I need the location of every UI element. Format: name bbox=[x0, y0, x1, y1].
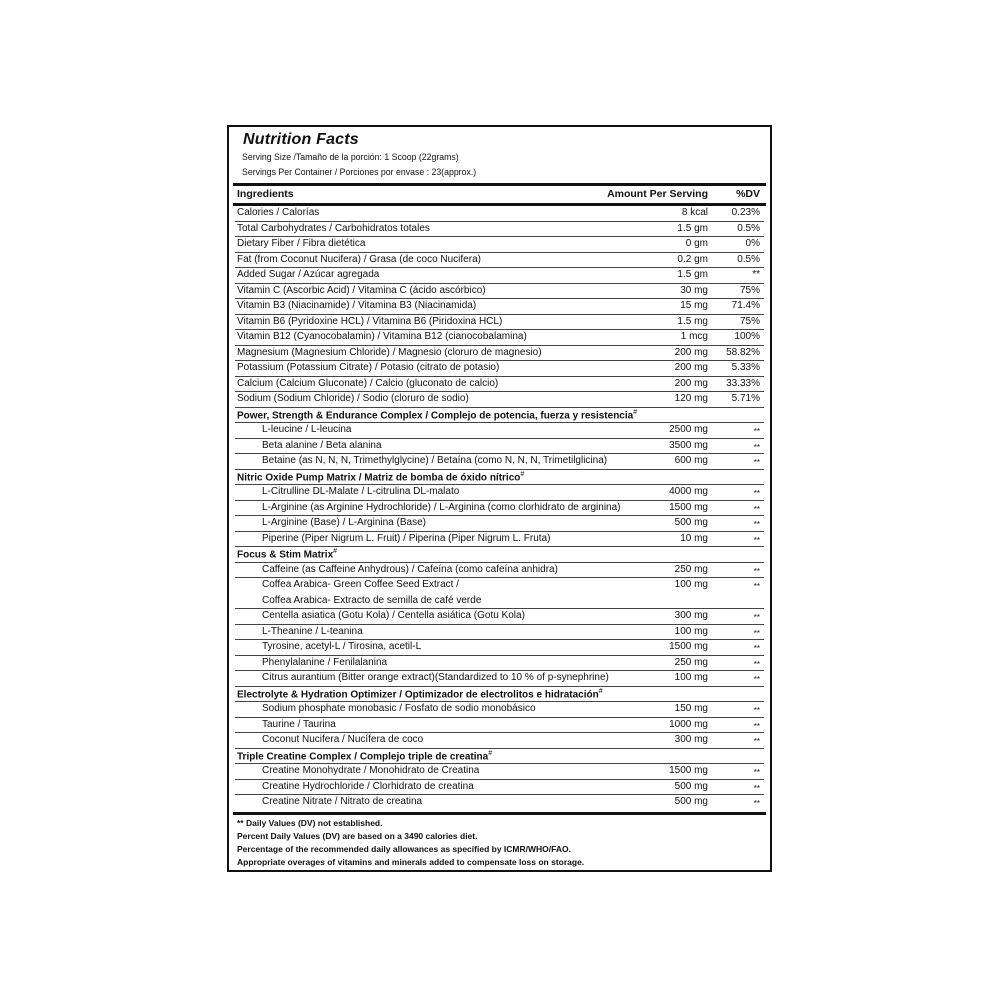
ingredient-name: Phenylalanine / Fenilalanina bbox=[262, 656, 388, 668]
section-title: Triple Creatine Complex / Complejo triple de creatina# bbox=[237, 749, 493, 762]
nutrition-facts-panel bbox=[227, 125, 772, 872]
ingredient-name: Coconut Nucifera / Nucífera de coco bbox=[262, 734, 424, 745]
table-row bbox=[235, 625, 764, 641]
amount-value: 100 mg bbox=[674, 579, 708, 590]
dv-value: 75% bbox=[739, 315, 760, 327]
ingredient-name: Centella asiatica (Gotu Kola) / Centella asiática (Gotu Kola) bbox=[262, 610, 525, 621]
table-row bbox=[235, 671, 764, 687]
ingredient-name: Caffeine (as Caffeine Anhydrous) / Cafeína (como cafeína anhidra) bbox=[262, 563, 558, 575]
dv-value: ** bbox=[753, 706, 760, 715]
section-mark: # bbox=[520, 470, 525, 478]
amount-value: 200 mg bbox=[674, 362, 708, 373]
table-row bbox=[235, 253, 764, 269]
dv-value: 33.33% bbox=[726, 377, 760, 389]
ingredient-name: Fat (from Coconut Nucifera) / Grasa (de coco Nucifera) bbox=[237, 253, 481, 265]
dv-value: 0.5% bbox=[737, 253, 760, 265]
section-row bbox=[235, 470, 764, 486]
amount-value: 10 mg bbox=[680, 532, 708, 544]
serving-size: Serving Size /Tamaño de la porción: 1 Scoop (22grams) bbox=[242, 152, 459, 163]
amount-value: 500 mg bbox=[674, 796, 708, 807]
ingredient-name: Sodium phosphate monobasic / Fosfato de sodio monobásico bbox=[262, 703, 536, 714]
dv-value: 0% bbox=[745, 238, 760, 249]
ingredient-name: Tyrosine, acetyl-L / Tirosina, acetil-L bbox=[262, 641, 422, 652]
section-row bbox=[235, 749, 764, 765]
panel-title: Nutrition Facts bbox=[243, 131, 359, 148]
ingredient-name: L-leucine / L-leucina bbox=[262, 424, 352, 435]
amount-value: 250 mg bbox=[674, 563, 708, 575]
section-mark: # bbox=[633, 408, 638, 416]
ingredient-name: Coffea Arabica- Extracto de semilla de café verde bbox=[262, 594, 482, 606]
dv-value: 0.23% bbox=[731, 207, 760, 218]
amount-value: 100 mg bbox=[674, 672, 708, 683]
dv-value: ** bbox=[753, 721, 760, 731]
amount-value: 0 gm bbox=[685, 238, 708, 249]
table-row bbox=[235, 392, 764, 408]
amount-value: 120 mg bbox=[674, 393, 708, 404]
table-row bbox=[235, 656, 764, 672]
table-row bbox=[235, 361, 764, 377]
table-row bbox=[235, 516, 764, 532]
table-row bbox=[235, 563, 764, 579]
amount-value: 1500 mg bbox=[669, 501, 708, 513]
table-row bbox=[235, 268, 764, 284]
amount-value: 200 mg bbox=[674, 346, 708, 358]
header-ingredients: Ingredients bbox=[237, 188, 294, 200]
dv-value: ** bbox=[753, 566, 760, 576]
ingredient-name: Potassium (Potassium Citrate) / Potasio (citrato de potasio) bbox=[237, 362, 500, 373]
ingredient-name: Coffea Arabica- Green Coffee Seed Extract / bbox=[262, 579, 459, 590]
dv-value: 5.33% bbox=[731, 362, 760, 373]
dv-value: 100% bbox=[734, 331, 760, 342]
table-row bbox=[235, 315, 764, 331]
amount-value: 8 kcal bbox=[681, 207, 708, 218]
table-row bbox=[235, 501, 764, 517]
dv-value: 75% bbox=[739, 284, 760, 296]
ingredient-name: L-Citrulline DL-Malate / L-citrulina DL-malato bbox=[262, 486, 460, 497]
ingredient-name: L-Arginine (as Arginine Hydrochloride) / L-Arginina (como clorhidrato de arginina) bbox=[262, 501, 621, 513]
footnote-line: Appropriate overages of vitamins and minerals added to compensate loss on storage. bbox=[237, 856, 585, 867]
amount-value: 600 mg bbox=[674, 455, 708, 466]
ingredient-name: Added Sugar / Azúcar agregada bbox=[237, 269, 380, 280]
dv-value: ** bbox=[752, 269, 760, 280]
amount-value: 0.2 gm bbox=[677, 253, 708, 265]
ingredient-name: Piperine (Piper Nigrum L. Fruit) / Piperina (Piper Nigrum L. Fruta) bbox=[262, 532, 551, 544]
ingredient-name: Creatine Hydrochloride / Clorhidrato de creatina bbox=[262, 780, 474, 792]
dv-value: 58.82% bbox=[726, 346, 760, 358]
ingredient-name: Vitamin B6 (Pyridoxine HCL) / Vitamina B6 (Piridoxina HCL) bbox=[237, 315, 503, 327]
ingredient-name: Betaine (as N, N, N, Trimethylglycine) / Betaína (como N, N, N, Trimetilglicina) bbox=[262, 455, 608, 466]
table-row bbox=[235, 733, 764, 749]
section-mark: # bbox=[598, 687, 603, 695]
section-row bbox=[235, 408, 764, 424]
ingredient-name: Magnesium (Magnesium Chloride) / Magnesio (cloruro de magnesio) bbox=[237, 346, 542, 358]
table-row bbox=[235, 718, 764, 734]
amount-value: 1500 mg bbox=[669, 641, 708, 652]
table-row bbox=[235, 609, 764, 625]
amount-value: 15 mg bbox=[680, 300, 708, 311]
amount-value: 1000 mg bbox=[669, 718, 708, 730]
dv-value: ** bbox=[753, 520, 760, 529]
amount-value: 300 mg bbox=[674, 610, 708, 621]
amount-value: 3500 mg bbox=[669, 439, 708, 451]
ingredient-name: Taurine / Taurina bbox=[262, 718, 336, 730]
dv-value: 0.5% bbox=[737, 222, 760, 234]
ingredient-name: L-Theanine / L-teanina bbox=[262, 625, 363, 637]
dv-value: ** bbox=[753, 489, 760, 498]
table-row bbox=[235, 485, 764, 501]
amount-value: 2500 mg bbox=[669, 424, 708, 435]
table-row bbox=[235, 346, 764, 362]
dv-value: ** bbox=[753, 768, 760, 777]
dv-value: ** bbox=[753, 737, 760, 746]
table-row bbox=[235, 330, 764, 346]
ingredient-name: Creatine Monohydrate / Monohidrato de Creatina bbox=[262, 765, 480, 776]
section-title: Power, Strength & Endurance Complex / Complejo de potencia, fuerza y resistencia# bbox=[237, 408, 638, 421]
footnote-line: ** Daily Values (DV) not established. bbox=[237, 817, 383, 828]
dv-value: ** bbox=[753, 675, 760, 684]
amount-value: 150 mg bbox=[674, 703, 708, 714]
amount-value: 300 mg bbox=[674, 734, 708, 745]
ingredient-name: Calories / Calorías bbox=[237, 207, 320, 218]
dv-value: ** bbox=[753, 442, 760, 452]
ingredient-name: Total Carbohydrates / Carbohidratos totales bbox=[237, 222, 430, 234]
table-row bbox=[235, 532, 764, 548]
section-mark: # bbox=[333, 548, 338, 555]
amount-value: 1 mcg bbox=[680, 331, 708, 342]
ingredient-name: L-Arginine (Base) / L-Arginina (Base) bbox=[262, 517, 426, 528]
amount-value: 250 mg bbox=[674, 656, 708, 668]
table-row bbox=[235, 454, 764, 470]
dv-value: ** bbox=[753, 458, 760, 467]
ingredient-name: Vitamin B3 (Niacinamide) / Vitamina B3 (Niacinamida) bbox=[237, 300, 477, 311]
table-row bbox=[235, 284, 764, 300]
ingredient-name: Sodium (Sodium Chloride) / Sodio (cloruro de sodio) bbox=[237, 393, 469, 404]
table-row bbox=[235, 222, 764, 238]
header-dv: %DV bbox=[736, 188, 760, 200]
dv-value: ** bbox=[753, 427, 760, 436]
ingredient-name: Dietary Fiber / Fibra dietética bbox=[237, 238, 366, 249]
table-row bbox=[235, 640, 764, 656]
table-row bbox=[235, 299, 764, 315]
footnote-rule bbox=[233, 812, 766, 815]
dv-value: ** bbox=[753, 783, 760, 793]
dv-value: ** bbox=[753, 504, 760, 514]
dv-value: ** bbox=[753, 659, 760, 669]
ingredient-name: Beta alanine / Beta alanina bbox=[262, 439, 382, 451]
table-row bbox=[235, 439, 764, 455]
header-amount: Amount Per Serving bbox=[607, 188, 708, 200]
table-header bbox=[235, 186, 764, 203]
table-row bbox=[235, 594, 764, 610]
ingredient-name: Vitamin C (Ascorbic Acid) / Vitamina C (ácido ascórbico) bbox=[237, 284, 486, 296]
section-mark: # bbox=[488, 749, 493, 757]
table-row bbox=[235, 206, 764, 222]
dv-value: 5.71% bbox=[731, 393, 760, 404]
footnotes bbox=[237, 817, 762, 869]
amount-value: 500 mg bbox=[674, 780, 708, 792]
amount-value: 200 mg bbox=[674, 377, 708, 389]
amount-value: 1.5 gm bbox=[677, 222, 708, 234]
amount-value: 1.5 gm bbox=[677, 269, 708, 280]
table-row bbox=[235, 377, 764, 393]
section-row bbox=[235, 687, 764, 703]
table-row bbox=[235, 578, 764, 594]
dv-value: ** bbox=[753, 644, 760, 653]
ingredient-name: Creatine Nitrate / Nitrato de creatina bbox=[262, 796, 423, 807]
table-row bbox=[235, 237, 764, 253]
section-row bbox=[235, 547, 764, 563]
amount-value: 500 mg bbox=[674, 517, 708, 528]
table-row bbox=[235, 795, 764, 811]
table-row bbox=[235, 423, 764, 439]
amount-value: 1.5 mg bbox=[677, 315, 708, 327]
table-row bbox=[235, 764, 764, 780]
amount-value: 30 mg bbox=[680, 284, 708, 296]
section-title: Focus & Stim Matrix# bbox=[237, 548, 338, 561]
ingredient-rows bbox=[235, 206, 764, 811]
dv-value: ** bbox=[753, 582, 760, 591]
table-row bbox=[235, 780, 764, 796]
dv-value: 71.4% bbox=[731, 300, 760, 311]
amount-value: 100 mg bbox=[674, 625, 708, 637]
ingredient-name: Vitamin B12 (Cyanocobalamin) / Vitamina B12 (cianocobalamina) bbox=[237, 331, 527, 342]
dv-value: ** bbox=[753, 628, 760, 638]
table-row bbox=[235, 702, 764, 718]
dv-value: ** bbox=[753, 535, 760, 545]
dv-value: ** bbox=[753, 799, 760, 808]
ingredient-name: Calcium (Calcium Gluconate) / Calcio (gluconato de calcio) bbox=[237, 377, 499, 389]
footnote-line: Percent Daily Values (DV) are based on a 3490 calories diet. bbox=[237, 830, 478, 841]
dv-value: ** bbox=[753, 613, 760, 622]
footnote-line: Percentage of the recommended daily allowances as specified by ICMR/WHO/FAO. bbox=[237, 843, 571, 854]
ingredient-name: Citrus aurantium (Bitter orange extract)(Standardized to 10 % of p-synephrine) bbox=[262, 672, 609, 683]
section-title: Nitric Oxide Pump Matrix / Matriz de bomba de óxido nítrico# bbox=[237, 470, 525, 483]
section-title: Electrolyte & Hydration Optimizer / Optimizador de electrolitos e hidratación# bbox=[237, 687, 603, 700]
servings-per-container: Servings Per Container / Porciones por envase : 23(approx.) bbox=[242, 167, 477, 178]
amount-value: 1500 mg bbox=[669, 765, 708, 776]
amount-value: 4000 mg bbox=[669, 486, 708, 497]
